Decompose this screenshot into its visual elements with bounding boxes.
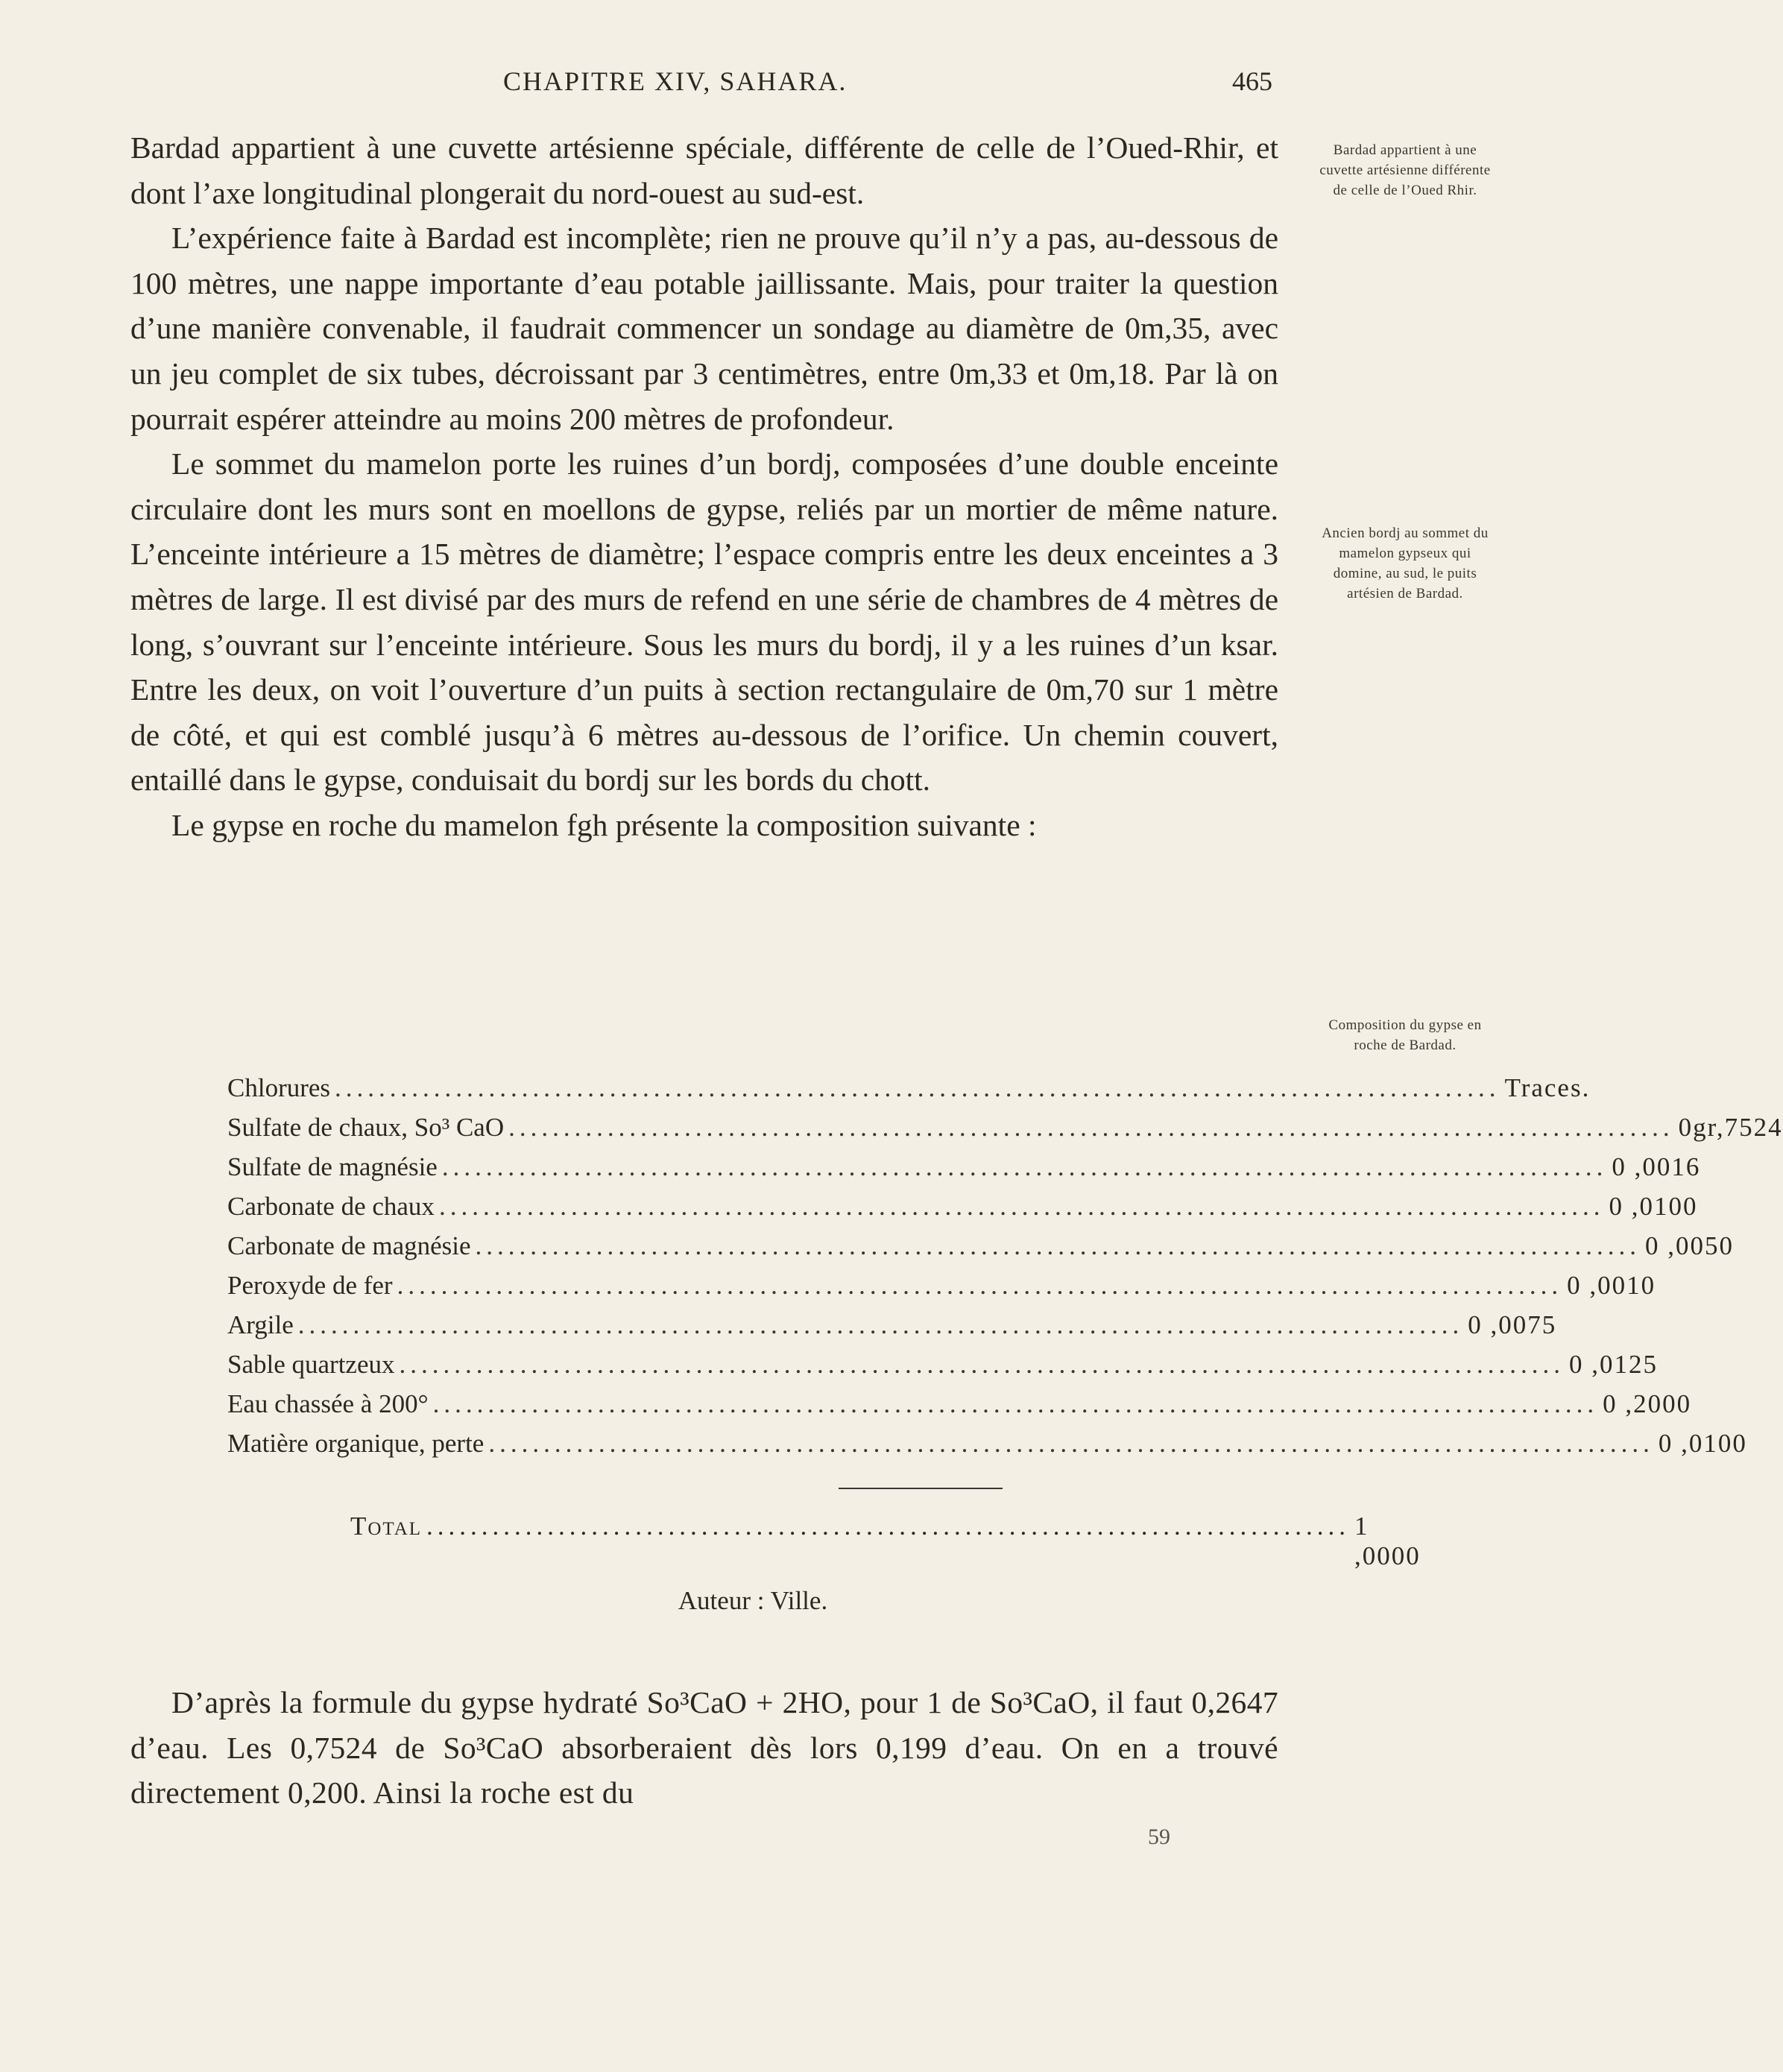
signature-mark: 59 bbox=[1148, 1825, 1170, 1849]
closing-text bbox=[130, 1680, 1278, 1816]
chapter-title: CHAPITRE XIV, SAHARA. bbox=[503, 66, 848, 96]
total-value: 1 ,0000 bbox=[1354, 1512, 1421, 1570]
table-row: Sable quartzeux .......................................................................................................... 0 ,0125 bbox=[227, 1350, 1658, 1379]
paragraph-1: Bardad appartient à une cuvette artésienne spéciale, différente de celle de l’Oued-Rhir, et dont l’axe longitudinal plongerait du nord-ouest au sud-est. bbox=[130, 130, 1278, 210]
leader-dots: .......................................................................................................... bbox=[335, 1073, 1500, 1102]
margin-note-bordj: Ancien bordj au sommet du mamelon gypseux qui domine, au sud, le puits artésien de Bardad. bbox=[1322, 525, 1489, 601]
margin-note-composition: Composition du gypse en roche de Bardad. bbox=[1328, 1017, 1482, 1053]
leader-dots: .......................................................................................................... bbox=[438, 1192, 1605, 1221]
table-row: Sulfate de magnésie .......................................................................................................... 0 ,0016 bbox=[227, 1152, 1701, 1181]
table-row: Peroxyde de fer .......................................................................................................... 0 ,0010 bbox=[227, 1271, 1656, 1300]
table-row: Matière organique, perte .......................................................................................................... 0 ,0100 bbox=[227, 1429, 1747, 1458]
leader-dots: .......................................................................................................... bbox=[441, 1152, 1608, 1181]
total-rule bbox=[839, 1488, 1003, 1489]
page-header bbox=[130, 66, 1278, 107]
paragraph-3: Le sommet du mamelon porte les ruines d’un bordj, composées d’une double enceinte circulaire dont les murs sont en moellons de gypse, reliés par un mortier de même nature. L’enceinte intérieure a 15 mètres de diamètre; l’espace compris entre les deux enceintes a 3 mètres de large. Il est divisé par des murs de refend en une série de chambres de 4 mètres de long, s’ouvrant sur l’enceinte intérieure. Sous les murs du bordj, il y a les ruines d’un ksar. Entre les deux, on voit l’ouverture d’un puits à section rectangulaire de 0m,70 sur 1 mètre de côté, et qui est comblé jusqu’à 6 mètres au-dessous de l’orifice. Un chemin couvert, entaillé dans le gypse, conduisait du bordj sur les bords du chott. bbox=[130, 446, 1278, 797]
leader-dots: .......................................................................................................... bbox=[399, 1350, 1565, 1379]
table-row: Carbonate de chaux .......................................................................................................... 0 ,0100 bbox=[227, 1192, 1698, 1221]
total-row bbox=[350, 1512, 1421, 1571]
leader-dots: .......................................................................................................... bbox=[488, 1429, 1654, 1458]
table-row: Eau chassée à 200° .......................................................................................................... 0 ,2000 bbox=[227, 1389, 1692, 1418]
table-row: Argile .......................................................................................................... 0 ,0075 bbox=[227, 1310, 1557, 1339]
table-row: Chlorures .......................................................................................................... Traces. bbox=[227, 1073, 1591, 1102]
paragraph-2: L’expérience faite à Bardad est incomplète; rien ne prouve qu’il n’y a pas, au-dessous de 100 mètres, une nappe importante d’eau potable jaillissante. Mais, pour traiter la question d’une manière convenable, il faudrait commencer un sondage au diamètre de 0m,35, avec un jeu complet de six tubes, décroissant par 3 centimètres, entre 0m,33 et 0m,18. Par là on pourrait espérer atteindre au moins 200 mètres de profondeur. bbox=[130, 221, 1278, 436]
leader-dots: .................................................................................... bbox=[426, 1512, 1351, 1541]
author-credit: Auteur : Ville. bbox=[678, 1586, 828, 1615]
leader-dots: .......................................................................................................... bbox=[508, 1113, 1674, 1142]
main-text bbox=[130, 125, 1278, 848]
leader-dots: .......................................................................................................... bbox=[475, 1231, 1641, 1260]
table-row: Sulfate de chaux, So³ CaO .......................................................................................................... 0gr,7524 bbox=[227, 1113, 1783, 1142]
author-line bbox=[0, 1586, 1506, 1616]
closing-paragraph: D’après la formule du gypse hydraté So³CaO + 2HO, pour 1 de So³CaO, il faut 0,2647 d’eau. Les 0,7524 de So³CaO absorberaient dès lors 0,199 d’eau. On en a trouvé directement 0,200. Ainsi la roche est du bbox=[130, 1685, 1278, 1810]
total-label: Total bbox=[350, 1512, 423, 1541]
leader-dots: .......................................................................................................... bbox=[397, 1271, 1563, 1300]
margin-note-bardad: Bardad appartient à une cuvette artésienne différente de celle de l’Oued Rhir. bbox=[1319, 142, 1491, 198]
page-number: 465 bbox=[1232, 66, 1272, 96]
leader-dots: .......................................................................................................... bbox=[432, 1389, 1599, 1418]
paragraph-4: Le gypse en roche du mamelon fgh présente la composition suivante : bbox=[171, 807, 1037, 842]
leader-dots: .......................................................................................................... bbox=[297, 1310, 1464, 1339]
composition-table bbox=[227, 1073, 1783, 1468]
table-row: Carbonate de magnésie .......................................................................................................... 0 ,0050 bbox=[227, 1231, 1735, 1260]
